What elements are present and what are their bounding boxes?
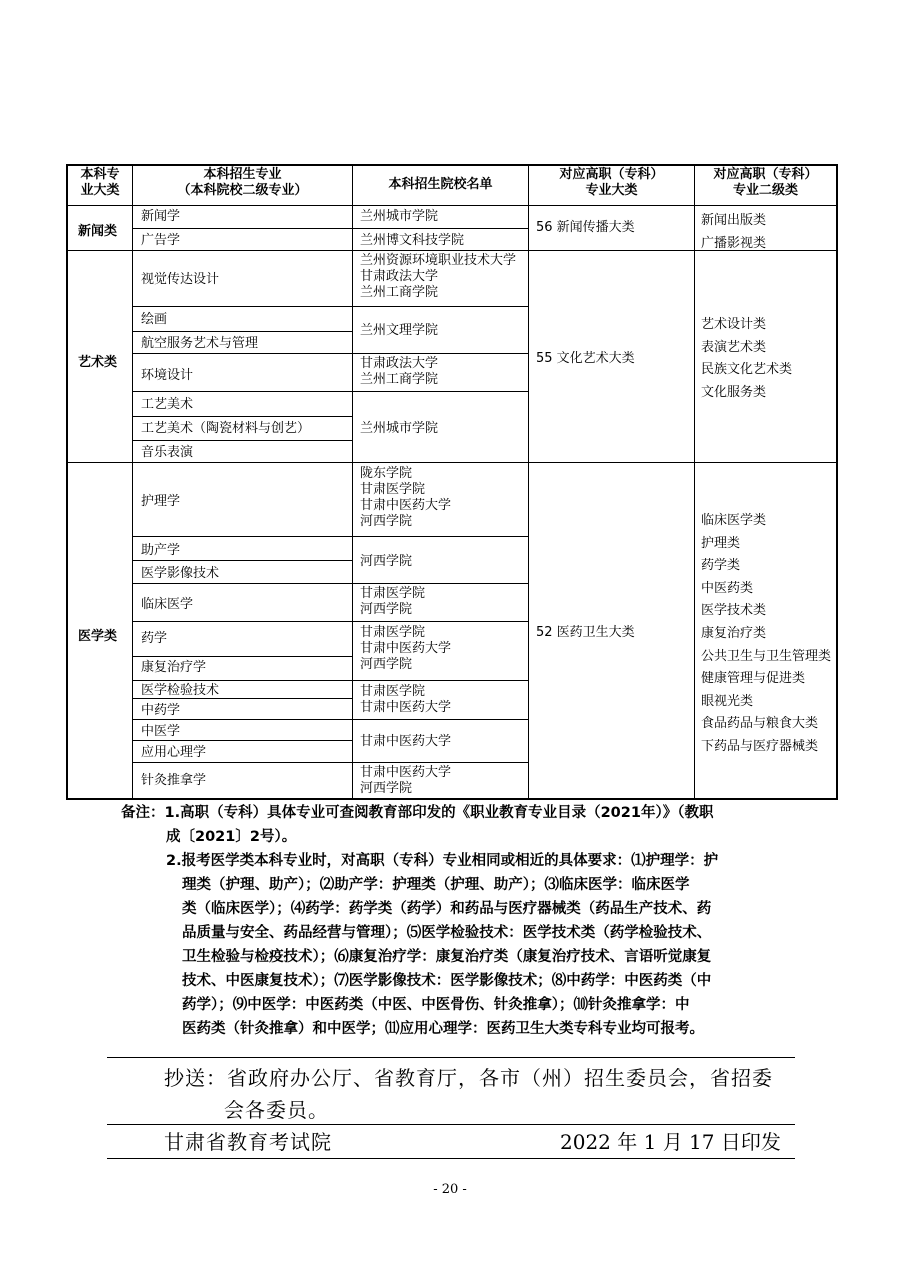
school-cell: 兰州城市学院 xyxy=(360,209,439,224)
school-cell: 甘肃中医药大学 xyxy=(360,734,452,749)
school-line: 甘肃政法大学 xyxy=(360,269,439,284)
major-cell: 医学检验技术 xyxy=(141,683,220,698)
school-line: 甘肃中医药大学 xyxy=(360,641,452,656)
major-cell: 应用心理学 xyxy=(141,745,207,760)
header-line: 本科招生专业 xyxy=(203,167,282,182)
header-schools: 本科招生院校名单 xyxy=(388,177,493,192)
header-line: （本科院校二级专业） xyxy=(177,183,308,198)
major-cell: 针灸推拿学 xyxy=(141,773,207,788)
major-cell: 绘画 xyxy=(141,312,168,327)
subclass-line: 康复治疗类 xyxy=(701,625,767,641)
major-cell: 中医学 xyxy=(141,724,181,739)
note-line: 类（临床医学）；⑷药学：药学类（药学）和药品与医疗器械类（药品生产技术、药 xyxy=(182,901,712,917)
subclass-line: 新闻出版类 xyxy=(701,213,767,228)
header-line: 本科专 xyxy=(80,167,120,182)
subclass-line: 下药品与医疗器械类 xyxy=(701,738,819,754)
subclass-line: 中医药类 xyxy=(701,580,754,596)
note-line: 品质量与安全、药品经营与管理）；⑸医学检验技术：医学技术类（药学检验技术、 xyxy=(182,925,712,941)
major-cell: 环境设计 xyxy=(141,368,194,383)
vocational-class-cell: 56 新闻传播大类 xyxy=(536,220,635,235)
cc-line-1 xyxy=(164,1062,773,1094)
major-cell: 新闻学 xyxy=(141,209,181,224)
issue-date: 2022 年 1 月 17 日印发 xyxy=(560,1130,781,1154)
school-cell xyxy=(360,466,451,530)
major-cell: 工艺美术（陶瓷材料与创艺） xyxy=(141,421,311,436)
category-yishu: 艺术类 xyxy=(78,355,118,370)
category-xinwen: 新闻类 xyxy=(78,224,118,239)
header-line: 专业二级类 xyxy=(732,183,798,198)
major-cell: 临床医学 xyxy=(141,597,194,612)
school-cell: 兰州博文科技学院 xyxy=(360,233,465,248)
school-cell xyxy=(360,765,451,797)
vocational-subclass-cell xyxy=(701,209,766,255)
major-cell: 医学影像技术 xyxy=(141,566,220,581)
note-line: 卫生检验与检疫技术）；⑹康复治疗学：康复治疗类（康复治疗技术、言语听觉康复 xyxy=(182,949,712,965)
school-line: 甘肃医学院 xyxy=(360,684,426,699)
vocational-subclass-cell xyxy=(701,510,831,759)
subclass-line: 广播影视类 xyxy=(701,236,767,251)
subclass-line: 临床医学类 xyxy=(701,513,767,528)
vocational-subclass-cell xyxy=(701,314,792,404)
cc-line-2: 会各委员。 xyxy=(224,1098,329,1122)
subclass-line: 艺术设计类 xyxy=(701,317,767,332)
school-line: 甘肃中医药大学 xyxy=(360,765,452,780)
note-line: 2.报考医学类本科专业时，对高职（专科）专业相同或相近的具体要求：⑴护理学：护 xyxy=(166,853,719,869)
major-cell: 康复治疗学 xyxy=(141,660,207,675)
header-vocational-subclass xyxy=(695,167,836,199)
note-line: 药学）；⑼中医学：中医药类（中医、中医骨伤、针灸推拿）；⑽针灸推拿学：中 xyxy=(182,997,690,1013)
school-line: 河西学院 xyxy=(360,514,413,529)
school-line: 河西学院 xyxy=(360,657,413,672)
major-cell: 广告学 xyxy=(141,233,181,248)
major-cell: 工艺美术 xyxy=(141,397,194,412)
header-line: 对应高职（专科） xyxy=(713,167,818,182)
school-line: 甘肃中医药大学 xyxy=(360,700,452,715)
major-cell: 视觉传达设计 xyxy=(141,272,220,287)
subclass-line: 眼视光类 xyxy=(701,693,754,709)
subclass-line: 医学技术类 xyxy=(701,603,767,619)
note-line: 备注：1.高职（专科）具体专业可查阅教育部印发的《职业教育专业目录（2021年）》（教职 xyxy=(121,805,714,821)
school-cell xyxy=(360,625,451,673)
note-line: 医药类（针灸推拿）和中医学；⑾应用心理学：医药卫生大类专科专业均可报考。 xyxy=(182,1021,704,1037)
major-cell: 护理学 xyxy=(141,494,181,509)
school-line: 甘肃医学院 xyxy=(360,482,426,497)
subclass-line: 护理类 xyxy=(701,535,741,551)
header-line: 专业大类 xyxy=(585,183,638,198)
school-cell xyxy=(360,684,451,716)
school-cell: 河西学院 xyxy=(360,554,413,569)
issuer: 甘肃省教育考试院 xyxy=(164,1130,332,1154)
subclass-line: 文化服务类 xyxy=(701,384,767,400)
major-cell: 药学 xyxy=(141,631,168,646)
school-line: 河西学院 xyxy=(360,602,413,617)
school-cell xyxy=(360,253,516,301)
school-line: 兰州资源环境职业技术大学 xyxy=(360,253,517,268)
header-undergrad-major xyxy=(133,167,352,199)
note-line: 成〔2021〕2号）。 xyxy=(166,829,297,845)
school-line: 甘肃医学院 xyxy=(360,625,426,640)
category-yixue: 医学类 xyxy=(78,629,118,644)
header-vocational-class xyxy=(529,167,694,199)
subclass-line: 药学类 xyxy=(701,558,741,574)
vocational-class-cell: 55 文化艺术大类 xyxy=(536,351,635,366)
major-cell: 音乐表演 xyxy=(141,445,194,460)
school-line: 河西学院 xyxy=(360,781,413,796)
cc-text: 省政府办公厅、省教育厅，各市（州）招生委员会，省招委 xyxy=(227,1066,773,1090)
school-cell: 兰州城市学院 xyxy=(360,421,439,436)
school-line: 陇东学院 xyxy=(360,466,413,481)
header-line: 业大类 xyxy=(80,183,120,198)
cc-label: 抄送： xyxy=(164,1066,227,1090)
school-cell: 兰州文理学院 xyxy=(360,323,439,338)
subclass-line: 食品药品与粮食大类 xyxy=(701,716,819,732)
note-line: 理类（护理、助产）；⑵助产学：护理类（护理、助产）；⑶临床医学：临床医学 xyxy=(182,877,690,893)
page-number: - 20 - xyxy=(433,1182,467,1197)
school-cell xyxy=(360,586,425,618)
major-cell: 中药学 xyxy=(141,703,181,718)
subclass-line: 健康管理与促进类 xyxy=(701,671,806,687)
school-line: 甘肃医学院 xyxy=(360,586,426,601)
major-cell: 助产学 xyxy=(141,543,181,558)
major-cell: 航空服务艺术与管理 xyxy=(141,336,259,351)
school-line: 甘肃中医药大学 xyxy=(360,498,452,513)
school-line: 甘肃政法大学 xyxy=(360,356,439,371)
school-line: 兰州工商学院 xyxy=(360,372,439,387)
header-major-category xyxy=(68,167,132,199)
subclass-line: 公共卫生与卫生管理类 xyxy=(701,648,832,664)
note-line: 技术、中医康复技术）；⑺医学影像技术：医学影像技术；⑻中药学：中医药类（中 xyxy=(182,973,712,989)
subclass-line: 表演艺术类 xyxy=(701,339,767,355)
school-line: 兰州工商学院 xyxy=(360,285,439,300)
header-line: 对应高职（专科） xyxy=(559,167,664,182)
school-cell xyxy=(360,356,438,388)
vocational-class-cell: 52 医药卫生大类 xyxy=(536,625,635,640)
subclass-line: 民族文化艺术类 xyxy=(701,362,793,377)
